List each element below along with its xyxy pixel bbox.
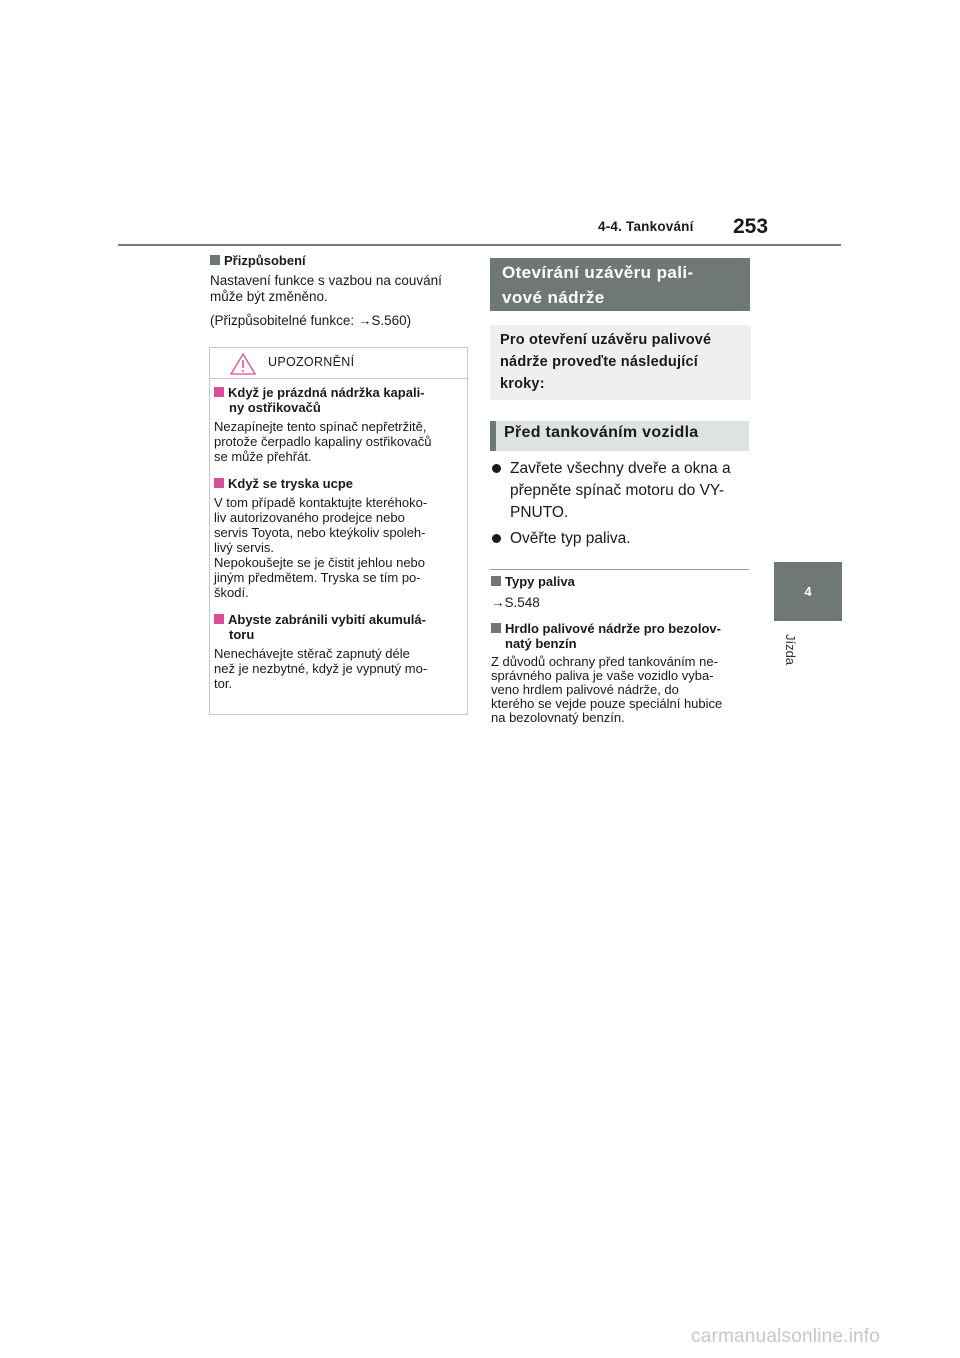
warning-section [214,476,461,600]
chapter-label [785,628,805,678]
notes-section [491,574,751,725]
divider [490,569,749,570]
section-title: 4-4. Tankování [598,219,694,234]
warning-body [210,379,467,691]
customization-section [210,253,470,329]
fuel-types-heading-text: Typy paliva [505,574,575,589]
warning-title: UPOZORNĚNÍ [268,355,355,369]
warning-header [210,348,467,379]
section-banner-text: Otevírání uzávěru pali- vové nádrže [502,263,694,307]
gray-square-icon [491,623,501,633]
pink-square-icon [214,614,224,624]
pink-square-icon [214,478,224,488]
warning-section-text: V tom případě kontaktujte kteréhoko- liv autorizovaného prodejce nebo servis Toyota, nebo kteýkoliv spoleh- livý servis. Nepokoušejte se je čistit jehlou nebo jiným předmětem. Tryska se tím po- škodí. [214,495,428,600]
page-number: 253 [733,215,769,238]
warning-section [214,612,461,691]
filler-neck-heading [491,621,751,651]
warning-section-heading [214,612,461,642]
warning-heading-text: Když je prázdná nádržka kapali- ny ostřikovačů [228,385,425,415]
customization-heading-text: Přizpůsobení [224,253,306,268]
fuel-types-heading [491,574,751,589]
customization-heading [210,253,470,269]
gray-square-icon [491,576,501,586]
gray-square-icon [210,255,220,265]
bullet-list [492,458,752,554]
section-banner [490,258,750,311]
filler-neck-text: Z důvodů ochrany před tankováním ne- správného paliva je vaše vozidlo vyba- veno hrdlem palivové nádrže, do kterého se vejde pouze speciální hubice na bezolovnatý benzín. [491,654,723,725]
warning-section-heading [214,385,461,415]
warning-triangle-icon [230,353,256,380]
warning-heading-text: Když se tryska ucpe [228,476,354,491]
pink-square-icon [214,387,224,397]
chapter-label-text: Jízda [783,633,799,666]
warning-heading-text: Abyste zabránili vybití akumulá- toru [228,612,426,642]
watermark: carmanualsonline.info [691,1326,881,1347]
list-item: Zavřete všechny dveře a okna a přepněte spínač motoru do VY-PNUTO. [492,458,752,524]
fuel-types-ref[interactable]: →S.548 [491,595,540,610]
warning-box [209,347,468,715]
warning-section [214,385,461,464]
chapter-tab[interactable]: 4 [774,562,842,621]
warning-section-heading [214,476,461,491]
filler-neck-heading-text: Hrdlo palivové nádrže pro bezolov- natý benzín [505,621,721,651]
intro-box: Pro otevření uzávěru palivové nádrže proveďte následující kroky: [490,325,751,400]
subsection-banner: Před tankováním vozidla [490,421,749,451]
header-divider [118,244,841,246]
warning-section-text: Nenechávejte stěrač zapnutý déle než je nezbytné, když je vypnutý mo- tor. [214,646,428,691]
customization-ref[interactable]: (Přizpůsobitelné funkce: →S.560) [210,313,412,328]
customization-text: Nastavení funkce s vazbou na couvání může být změněno. [210,273,442,304]
warning-section-text: Nezapínejte tento spínač nepřetržitě, protože čerpadlo kapaliny ostřikovačů se může přehřát. [214,419,432,464]
list-item: Ověřte typ paliva. [492,528,752,550]
